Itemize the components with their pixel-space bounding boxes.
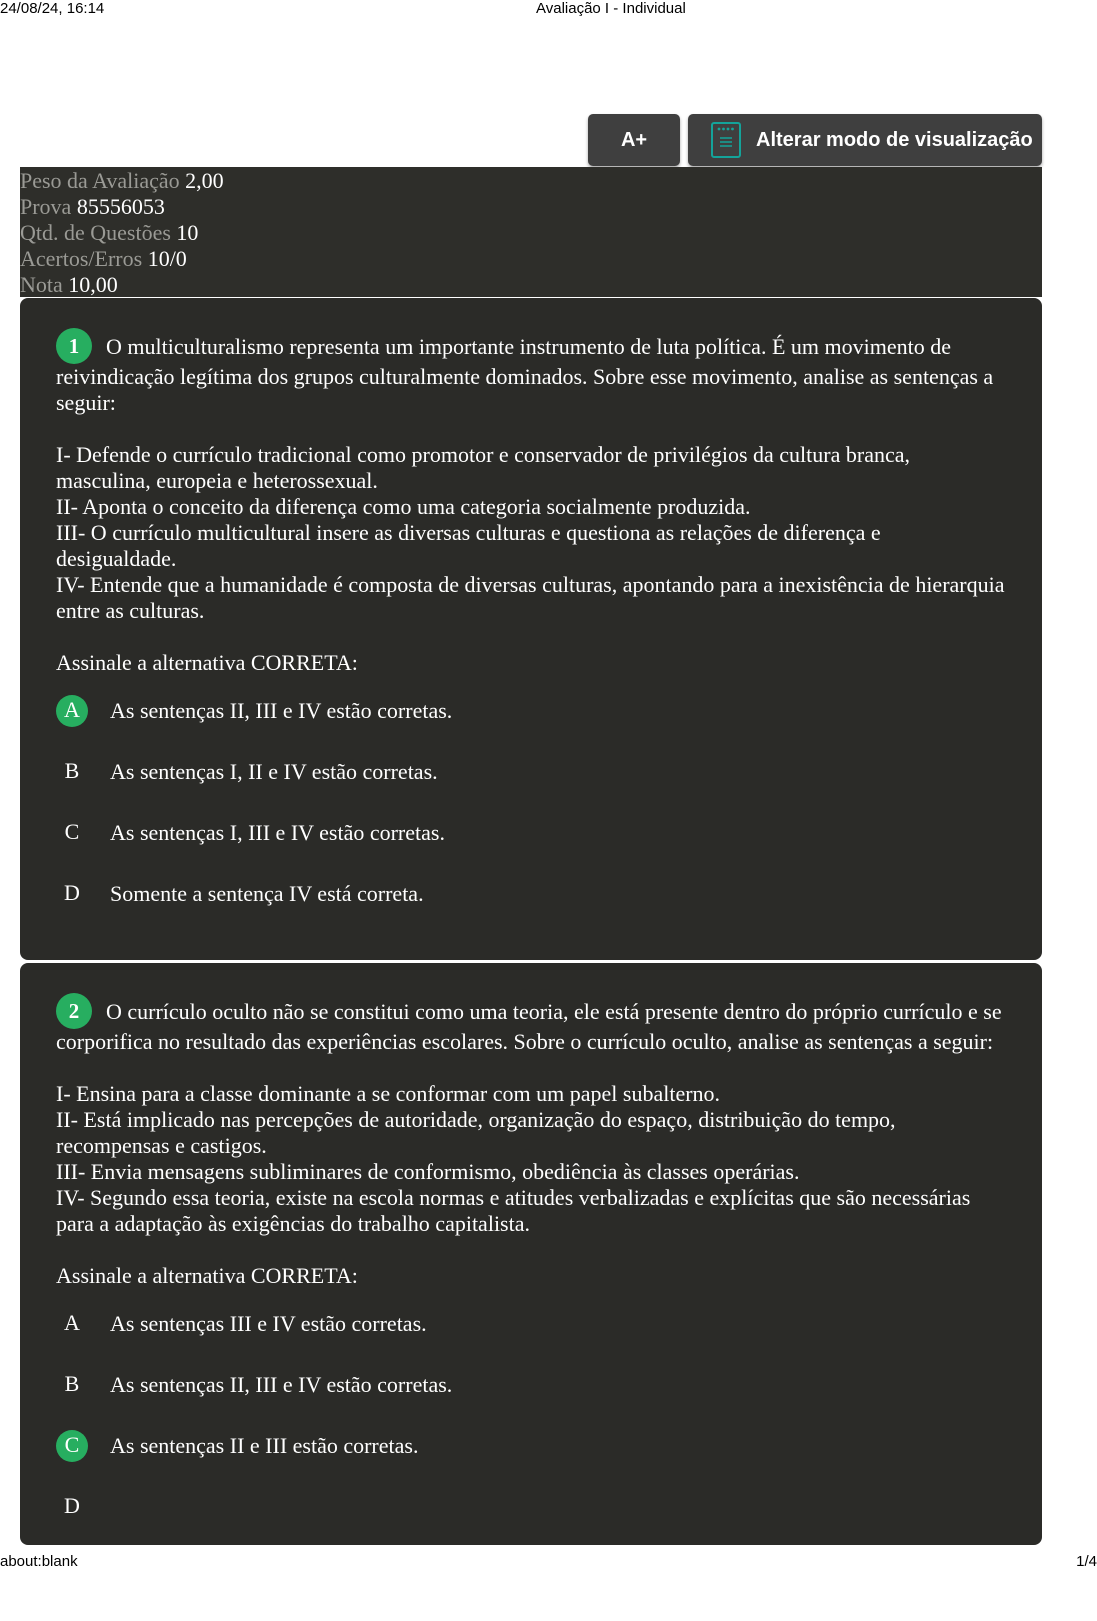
sentence: I- Defende o currículo tradicional como promotor e conservador de privilégios da cultura branca, masculina, europeia e heterossexual. [56,442,910,493]
answer-option[interactable] [56,680,1006,741]
option-letter: C [64,818,80,844]
option-letter: B [64,1370,80,1396]
option-text: As sentenças I, III e IV estão corretas. [110,819,445,845]
answer-option[interactable] [56,1293,1006,1354]
print-datetime: 24/08/24, 16:14 [0,0,105,17]
document-view-icon [710,121,742,159]
sentence: IV- Entende que a humanidade é composta de diversas culturas, apontando para a inexistência de hierarquia entre as culturas. [56,572,1005,623]
question-card [20,963,1042,1545]
question-prompt: Assinale a alternativa CORRETA: [56,1263,358,1288]
question-intro: 1 O multiculturalismo representa um importante instrumento de luta política. É um movimento de reivindicação legítima dos grupos culturalmente dominados. Sobre esse movimento, analise as sentenças a seguir: [56,334,1006,416]
option-text: As sentenças III e IV estão corretas. [110,1310,427,1336]
option-text: As sentenças II e III estão corretas. [110,1432,419,1458]
option-letter: D [64,1492,80,1518]
answer-option[interactable] [56,1476,1006,1537]
print-url: about:blank [0,1553,78,1570]
print-title: Avaliação I - Individual [536,0,686,17]
sentence: II- Está implicado nas percepções de autoridade, organização do espaço, distribuição do tempo, recompensas e castigos. [56,1107,896,1158]
sentence: II- Aponta o conceito da diferença como uma categoria socialmente produzida. [56,494,751,519]
question-intro: 2 O currículo oculto não se constitui como uma teoria, ele está presente dentro do próprio currículo e se corporifica no resultado das experiências escolares. Sobre o currículo oculto, analise as sentenças a seguir: [56,999,1006,1055]
question-prompt: Assinale a alternativa CORRETA: [56,650,358,675]
info-label: Acertos/Erros [20,246,143,271]
answer-option[interactable] [56,863,1006,924]
info-row [20,272,1042,298]
view-mode-label: Alterar modo de visualização [756,128,1033,151]
option-letter: A [56,695,88,727]
question-number: 2 [56,993,92,1029]
info-label: Peso da Avaliação [20,168,180,193]
view-mode-button[interactable] [688,114,1042,166]
answer-option[interactable] [56,741,1006,802]
option-letter: A [64,1309,80,1335]
sentence: I- Ensina para a classe dominante a se conformar com um papel subalterno. [56,1081,721,1106]
info-label: Nota [20,272,63,297]
font-size-button[interactable] [588,114,680,166]
answer-option[interactable] [56,802,1006,863]
font-size-label: A+ [620,128,648,151]
sentence: IV- Segundo essa teoria, existe na escola normas e atitudes verbalizadas e explícitas que são necessárias para a adaptação às exigências do trabalho capitalista. [56,1185,971,1236]
info-label: Qtd. de Questões [20,220,171,245]
info-value: 10 [176,220,199,245]
info-row [20,246,1042,272]
info-value: 10/0 [147,246,187,271]
info-row [20,220,1042,246]
option-text: Somente a sentença IV está correta. [110,880,424,906]
option-letter: B [64,757,80,783]
info-row [20,194,1042,220]
answer-option[interactable] [56,1354,1006,1415]
info-value: 85556053 [76,194,165,219]
option-text: As sentenças II, III e IV estão corretas. [110,1371,453,1397]
info-row [20,168,1042,194]
question-number: 1 [56,328,92,364]
info-label: Prova [20,194,72,219]
option-text: As sentenças II, III e IV estão corretas. [110,697,453,723]
option-letter: C [56,1430,88,1462]
sentence: III- O currículo multicultural insere as diversas culturas e questiona as relações de diferença e desigualdade. [56,520,881,571]
sentence: III- Envia mensagens subliminares de conformismo, obediência às classes operárias. [56,1159,800,1184]
info-value: 2,00 [185,168,224,193]
exam-info [20,167,1042,297]
option-letter: D [64,879,80,905]
question-card [20,298,1042,960]
info-value: 10,00 [68,272,118,297]
answer-option[interactable] [56,1415,1006,1476]
print-page-number: 1/4 [1076,1553,1097,1570]
option-text: As sentenças I, II e IV estão corretas. [110,758,438,784]
